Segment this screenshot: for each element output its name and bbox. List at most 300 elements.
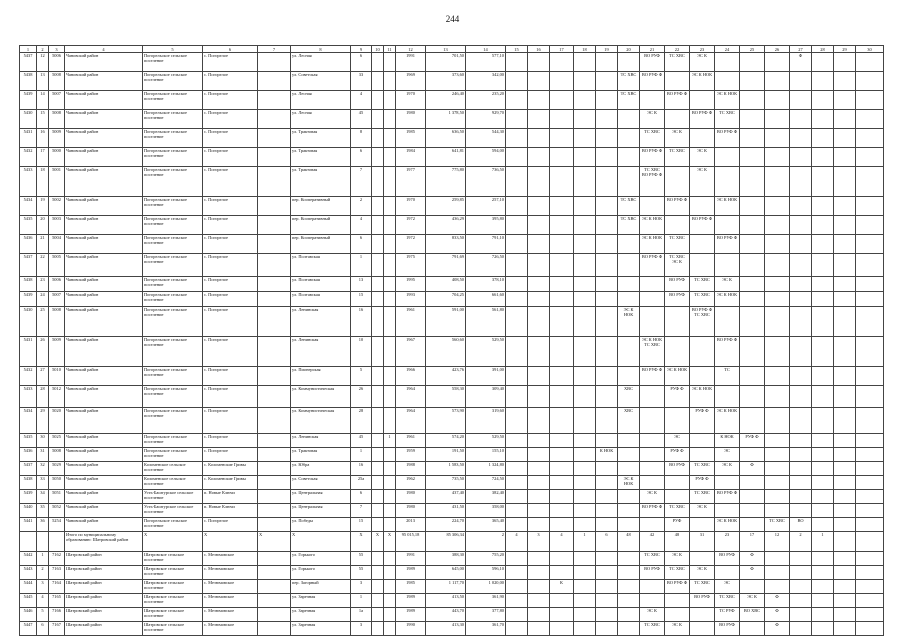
table-cell: [640, 292, 665, 307]
table-cell: ЭС К: [640, 110, 665, 129]
table-cell: 735,50: [426, 476, 466, 490]
table-row: [20, 72, 884, 91]
table-cell: [372, 167, 384, 197]
table-cell: [790, 490, 812, 504]
table-cell: 388,30: [426, 552, 466, 566]
table-cell: [574, 408, 596, 434]
table-cell: Погорельское сельское поселение: [143, 235, 203, 254]
table-cell: [834, 254, 856, 277]
table-cell: [812, 448, 834, 462]
table-cell: 791,69: [426, 254, 466, 277]
table-cell: ТС ХВС ВО РУФ Ф: [640, 167, 665, 197]
table-cell: Коломенское сельское поселение: [143, 462, 203, 476]
table-cell: Шатровский район: [65, 580, 143, 594]
table-cell: [506, 622, 528, 636]
table-row: [20, 91, 884, 110]
table-cell: [574, 197, 596, 216]
table-cell: [790, 129, 812, 148]
table-cell: [258, 235, 291, 254]
table-cell: 12: [37, 53, 49, 72]
table-cell: [550, 518, 574, 532]
table-cell: Шатровский район: [65, 622, 143, 636]
table-cell: [372, 129, 384, 148]
table-cell: 5436: [20, 235, 37, 254]
table-row: [20, 367, 884, 386]
table-cell: ЭС К: [690, 504, 715, 518]
table-cell: 16: [351, 307, 372, 337]
table-cell: Погорельское сельское поселение: [143, 434, 203, 448]
table-cell: Шатровское сельское поселение: [143, 566, 203, 580]
table-cell: [765, 408, 790, 434]
table-cell: [834, 337, 856, 367]
table-cell: 1985: [396, 580, 426, 594]
table-cell: [812, 552, 834, 566]
table-cell: [258, 566, 291, 580]
table-cell: [765, 448, 790, 462]
table-cell: ВО РУФ Ф: [665, 91, 690, 110]
table-cell: 23: [715, 532, 740, 552]
table-cell: [765, 129, 790, 148]
table-cell: с. Погорелое: [203, 307, 258, 337]
table-cell: 5438: [20, 476, 37, 490]
table-cell: [765, 566, 790, 580]
table-cell: [740, 197, 765, 216]
table-cell: Погорельское сельское поселение: [143, 307, 203, 337]
table-cell: 1: [351, 254, 372, 277]
table-cell: ЭС К: [715, 277, 740, 292]
table-cell: [528, 476, 550, 490]
table-cell: [856, 148, 884, 167]
table-cell: ЭС К НОК: [618, 476, 640, 490]
table-cell: [506, 53, 528, 72]
table-cell: [665, 337, 690, 367]
table-cell: 1961: [396, 434, 426, 448]
table-cell: [812, 518, 834, 532]
table-cell: [765, 72, 790, 91]
table-cell: [790, 580, 812, 594]
table-cell: [812, 408, 834, 434]
table-cell: X: [203, 532, 258, 552]
table-cell: [765, 504, 790, 518]
table-cell: ХВС: [618, 408, 640, 434]
table-cell: 246,40: [426, 91, 466, 110]
table-cell: [506, 91, 528, 110]
table-cell: Чановский район: [65, 197, 143, 216]
table-cell: [834, 504, 856, 518]
table-cell: [506, 72, 528, 91]
table-cell: с. Погорелое: [203, 277, 258, 292]
table-cell: [372, 434, 384, 448]
table-cell: 2: [37, 566, 49, 580]
table-cell: [372, 476, 384, 490]
column-number: 26: [765, 46, 790, 53]
table-cell: [856, 504, 884, 518]
table-cell: К: [550, 580, 574, 594]
table-cell: [372, 307, 384, 337]
table-cell: [618, 434, 640, 448]
table-cell: [372, 254, 384, 277]
table-cell: 544,30: [466, 129, 506, 148]
table-cell: [574, 490, 596, 504]
table-cell: [618, 448, 640, 462]
table-row: [20, 594, 884, 608]
table-cell: [740, 490, 765, 504]
table-cell: ВО РУФ: [715, 552, 740, 566]
table-cell: [596, 594, 618, 608]
table-cell: 423,76: [426, 367, 466, 386]
table-cell: 561,80: [466, 307, 506, 337]
table-cell: [384, 518, 396, 532]
table-cell: [640, 476, 665, 490]
table-cell: 382,40: [466, 490, 506, 504]
table-cell: [384, 110, 396, 129]
table-cell: 529,50: [466, 337, 506, 367]
table-cell: 25а: [351, 476, 372, 490]
table-cell: [690, 434, 715, 448]
table-cell: [790, 448, 812, 462]
table-cell: [528, 434, 550, 448]
table-cell: 1 378,50: [426, 110, 466, 129]
table-cell: [790, 608, 812, 622]
table-cell: [618, 518, 640, 532]
table-cell: [258, 167, 291, 197]
table-cell: [550, 91, 574, 110]
table-cell: 5434: [20, 197, 37, 216]
table-cell: [506, 594, 528, 608]
table-cell: [596, 235, 618, 254]
table-cell: [765, 91, 790, 110]
table-cell: X: [384, 532, 396, 552]
table-cell: [740, 53, 765, 72]
table-cell: [856, 408, 884, 434]
table-cell: 395,80: [466, 216, 506, 235]
table-cell: [618, 277, 640, 292]
table-cell: [596, 504, 618, 518]
table-cell: Чановский район: [65, 216, 143, 235]
table-cell: [740, 235, 765, 254]
table-cell: [372, 552, 384, 566]
table-cell: 10: [351, 337, 372, 367]
table-cell: 5051: [49, 490, 65, 504]
table-cell: X: [291, 532, 351, 552]
table-cell: ТС ХВС: [690, 462, 715, 476]
table-cell: 5008: [49, 307, 65, 337]
table-cell: ЭС К НОК: [690, 72, 715, 91]
table-cell: [812, 307, 834, 337]
table-cell: 20: [37, 216, 49, 235]
table-cell: [834, 307, 856, 337]
table-cell: [715, 386, 740, 408]
table-cell: [618, 490, 640, 504]
table-cell: 755,20: [466, 552, 506, 566]
table-cell: [740, 216, 765, 235]
table-cell: 319,60: [466, 408, 506, 434]
table-cell: [834, 608, 856, 622]
table-cell: 4: [37, 594, 49, 608]
table-cell: 645,00: [426, 566, 466, 580]
table-cell: [384, 235, 396, 254]
table-cell: 5025: [49, 434, 65, 448]
table-cell: ул. Центральная: [291, 490, 351, 504]
table-cell: Погорельское сельское поселение: [143, 448, 203, 462]
table-cell: [258, 476, 291, 490]
table-cell: [765, 277, 790, 292]
table-cell: 5438: [20, 72, 37, 91]
table-cell: с. Мезюмовское: [203, 566, 258, 580]
table-cell: Чановский район: [65, 386, 143, 408]
table-cell: 3: [37, 580, 49, 594]
table-cell: [740, 292, 765, 307]
table-cell: 1988: [396, 462, 426, 476]
table-cell: с. Мезюмовское: [203, 608, 258, 622]
table-cell: 1989: [396, 566, 426, 580]
table-cell: [372, 566, 384, 580]
table-cell: 25: [37, 307, 49, 337]
table-cell: 5439: [20, 292, 37, 307]
table-cell: 929,70: [466, 110, 506, 129]
column-number: 22: [665, 46, 690, 53]
column-number: 10: [372, 46, 384, 53]
table-cell: п. Новые Ключи: [203, 490, 258, 504]
column-number: 9: [351, 46, 372, 53]
table-cell: 5001: [49, 167, 65, 197]
table-cell: [550, 408, 574, 434]
table-cell: [618, 129, 640, 148]
table-cell: 5437: [20, 53, 37, 72]
table-cell: 1975: [396, 254, 426, 277]
table-cell: Погорельское сельское поселение: [143, 167, 203, 197]
table-cell: 95 015,18: [396, 532, 426, 552]
table-cell: с. Погорелое: [203, 254, 258, 277]
table-cell: [765, 552, 790, 566]
table-cell: [528, 594, 550, 608]
table-cell: [834, 148, 856, 167]
table-cell: [765, 462, 790, 476]
table-cell: Ф: [765, 622, 790, 636]
table-cell: 558,30: [426, 386, 466, 408]
table-cell: [740, 110, 765, 129]
table-cell: [528, 518, 550, 532]
column-number: 18: [574, 46, 596, 53]
table-cell: [856, 532, 884, 552]
table-cell: ул. Ленинская: [291, 337, 351, 367]
table-cell: с. Погорелое: [203, 148, 258, 167]
table-cell: 3: [351, 580, 372, 594]
table-cell: [528, 367, 550, 386]
table-cell: [790, 552, 812, 566]
table-cell: К НОК: [596, 448, 618, 462]
table-cell: ЭС К НОК: [715, 292, 740, 307]
table-cell: [596, 292, 618, 307]
table-cell: 833,50: [426, 235, 466, 254]
table-cell: Ф: [740, 462, 765, 476]
table-cell: ЭС К НОК: [715, 197, 740, 216]
table-cell: [740, 622, 765, 636]
table-cell: 85 306,34: [426, 532, 466, 552]
table-cell: РУФ Ф: [740, 434, 765, 448]
table-cell: [618, 337, 640, 367]
table-cell: ул. Лесная: [291, 91, 351, 110]
table-cell: [665, 167, 690, 197]
table-cell: [790, 148, 812, 167]
table-cell: [690, 518, 715, 532]
table-cell: [834, 408, 856, 434]
table-cell: 5434: [20, 408, 37, 434]
table-cell: [715, 476, 740, 490]
table-cell: 775,80: [426, 167, 466, 197]
table-cell: [528, 148, 550, 167]
table-cell: 48: [618, 532, 640, 552]
table-cell: Чановский район: [65, 408, 143, 434]
table-cell: [856, 254, 884, 277]
table-cell: 14: [37, 91, 49, 110]
table-cell: [550, 566, 574, 580]
table-cell: [834, 110, 856, 129]
table-cell: [258, 408, 291, 434]
table-cell: 1: [574, 532, 596, 552]
table-cell: 574,20: [426, 434, 466, 448]
table-cell: ТС РУФ: [715, 608, 740, 622]
table-cell: [856, 292, 884, 307]
table-cell: [812, 216, 834, 235]
table-cell: [506, 386, 528, 408]
table-cell: [574, 580, 596, 594]
table-cell: [550, 307, 574, 337]
table-cell: [856, 53, 884, 72]
table-cell: ул. Горького: [291, 566, 351, 580]
table-cell: [258, 53, 291, 72]
table-cell: 361,70: [466, 622, 506, 636]
table-cell: [550, 197, 574, 216]
table-cell: 1984: [396, 148, 426, 167]
table-cell: [384, 53, 396, 72]
table-cell: 1970: [396, 91, 426, 110]
table-cell: 661,60: [466, 292, 506, 307]
table-cell: [640, 434, 665, 448]
table-cell: Чановский район: [65, 277, 143, 292]
table-cell: 5433: [20, 167, 37, 197]
table-cell: [596, 462, 618, 476]
table-cell: 5008: [49, 110, 65, 129]
table-cell: с. Коломенские Гривы: [203, 476, 258, 490]
table-cell: 6: [351, 148, 372, 167]
table-cell: [740, 307, 765, 337]
table-cell: [790, 367, 812, 386]
table-cell: 2: [466, 532, 506, 552]
table-cell: РУФ Ф: [665, 386, 690, 408]
table-cell: [812, 148, 834, 167]
table-cell: 7167: [49, 622, 65, 636]
table-cell: ЭС: [715, 448, 740, 462]
table-cell: 224,70: [426, 518, 466, 532]
table-cell: [574, 167, 596, 197]
table-cell: [596, 277, 618, 292]
table-cell: [384, 277, 396, 292]
table-cell: 391,00: [466, 367, 506, 386]
table-cell: [690, 197, 715, 216]
table-cell: [372, 580, 384, 594]
table-cell: [618, 53, 640, 72]
table-cell: [550, 254, 574, 277]
table-cell: [506, 148, 528, 167]
table-cell: ул. Полтавская: [291, 277, 351, 292]
table-cell: [574, 110, 596, 129]
table-cell: Чановский район: [65, 53, 143, 72]
table-cell: 1980: [396, 490, 426, 504]
table-cell: [715, 167, 740, 197]
table-cell: 4: [351, 91, 372, 110]
table-cell: [790, 504, 812, 518]
table-row: [20, 167, 884, 197]
table-cell: [372, 367, 384, 386]
table-cell: 33: [37, 476, 49, 490]
table-cell: [856, 235, 884, 254]
table-cell: Чановский район: [65, 110, 143, 129]
table-cell: [765, 337, 790, 367]
table-cell: [528, 292, 550, 307]
table-cell: [834, 518, 856, 532]
table-row: [20, 532, 884, 552]
table-cell: [506, 167, 528, 197]
table-cell: [665, 490, 690, 504]
table-cell: [856, 448, 884, 462]
table-cell: 31: [690, 532, 715, 552]
table-cell: [528, 622, 550, 636]
table-cell: [528, 462, 550, 476]
table-cell: 5006: [49, 53, 65, 72]
table-cell: ТС ХВС: [690, 580, 715, 594]
table-cell: [812, 53, 834, 72]
table-cell: [765, 490, 790, 504]
table-cell: 5444: [20, 580, 37, 594]
table-cell: [528, 216, 550, 235]
table-cell: [715, 216, 740, 235]
table-cell: [506, 254, 528, 277]
table-cell: 5436: [20, 448, 37, 462]
table-cell: [528, 235, 550, 254]
table-cell: с. Коломенские Гривы: [203, 462, 258, 476]
table-cell: [715, 504, 740, 518]
table-cell: [258, 72, 291, 91]
table-cell: [765, 580, 790, 594]
table-cell: [834, 167, 856, 197]
table-cell: [506, 580, 528, 594]
table-cell: ТС ХВС: [665, 53, 690, 72]
table-cell: 23: [37, 277, 49, 292]
table-cell: 5007: [49, 292, 65, 307]
table-cell: [384, 167, 396, 197]
table-cell: ул. Трактовая: [291, 167, 351, 197]
table-cell: [506, 292, 528, 307]
table-cell: [715, 566, 740, 580]
table-cell: [596, 622, 618, 636]
table-cell: пер. Кооперативный: [291, 235, 351, 254]
table-cell: [740, 504, 765, 518]
table-cell: 7163: [49, 566, 65, 580]
column-number: 1: [20, 46, 37, 53]
table-cell: ВО РУФ: [665, 277, 690, 292]
table-cell: с. Погорелое: [203, 167, 258, 197]
table-cell: 573,90: [426, 408, 466, 434]
table-cell: [640, 277, 665, 292]
table-cell: [834, 235, 856, 254]
table-cell: [384, 91, 396, 110]
table-cell: ВО РУФ: [665, 292, 690, 307]
table-cell: [790, 337, 812, 367]
table-cell: 724,50: [466, 476, 506, 490]
table-cell: [690, 552, 715, 566]
table-cell: [618, 167, 640, 197]
